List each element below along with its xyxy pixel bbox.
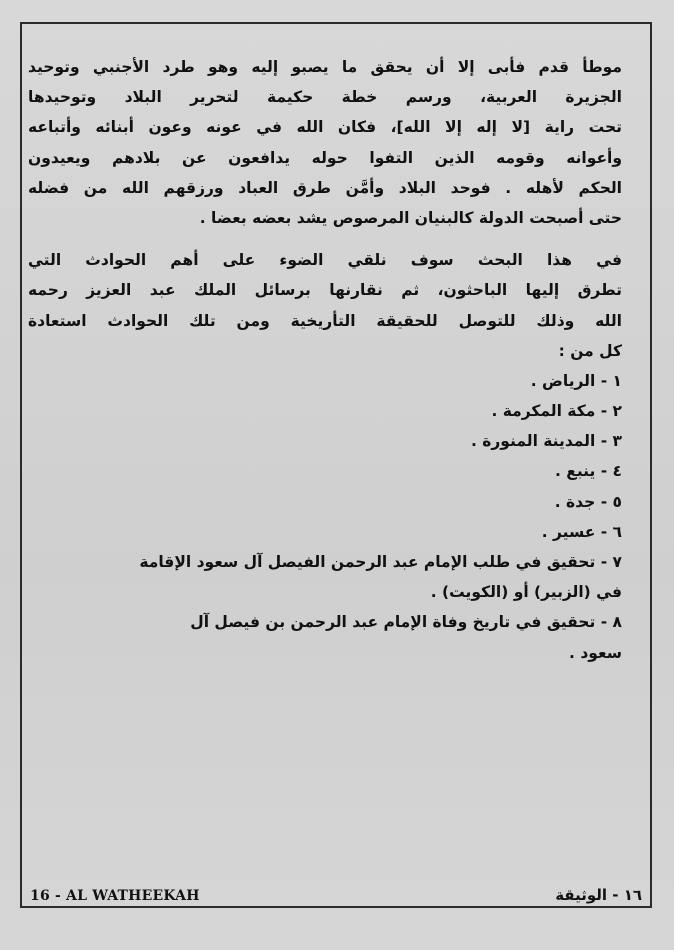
list-item-continuation: في (الزبير) أو (الكويت) . [430, 583, 622, 602]
list-item: ٧ - تحقيق في طلب الإمام عبد الرحمن الفيصل آل سعود الإقامة [139, 553, 622, 571]
list-item: ٣ - المدينة المنورة . [470, 432, 622, 451]
text-line: تطرق إليها الباحثون، ثم نقارنها برسائل الملك عبد العزيز رحمه [28, 281, 622, 300]
list-item: ٦ - عسير . [541, 522, 622, 541]
text-line: الجزيرة العربية، ورسم خطة حكيمة لتحرير البلاد وتوحيدها [28, 88, 622, 107]
list-item: ٥ - جدة . [554, 492, 622, 511]
footer-journal-name: 16 - AL WATHEEKAH [30, 888, 200, 904]
text-line: موطأ قدم فأبى إلا أن يحقق ما يصبو إليه وهو طرد الأجنبي وتوحيد [28, 58, 622, 76]
text-line: في هذا البحث سوف نلقي الضوء على أهم الحوادث التي [28, 251, 622, 270]
list-item: ٤ - ينبع . [554, 462, 622, 481]
text-line: الحكم لأهله . فوحد البلاد وأمَّن طرق العباد ورزقهم الله من فضله [28, 178, 622, 197]
text-line: حتى أصبحت الدولة كالبنيان المرصوص يشد بعضه بعضا . [199, 208, 622, 227]
document-body [28, 52, 622, 668]
text-line: تحت راية [لا إله إلا الله]، فكان الله في عونه وعون أبنائه وأتباعه [28, 118, 622, 137]
paragraph-1 [28, 52, 622, 233]
list-item: ٨ - تحقيق في تاريخ وفاة الإمام عبد الرحمن بن فيصل آل [190, 613, 622, 632]
events-list [28, 366, 622, 668]
list-item-continuation: سعود . [569, 643, 622, 662]
footer-page-number: ١٦ - الوثيقة [555, 886, 642, 904]
paragraph-gap [28, 233, 622, 245]
list-item: ٢ - مكة المكرمة . [491, 402, 622, 421]
text-line: وأعوانه وقومه الذين التفوا حوله يدافعون عن بلادهم ويعيدون [28, 148, 622, 167]
text-line: الله وذلك للتوصل للحقيقة التأريخية ومن تلك الحوادث استعادة [28, 311, 622, 330]
paragraph-2 [28, 245, 622, 366]
text-line: كل من : [558, 341, 622, 360]
page-footer [20, 884, 652, 918]
list-item: ١ - الرياض . [530, 371, 622, 390]
